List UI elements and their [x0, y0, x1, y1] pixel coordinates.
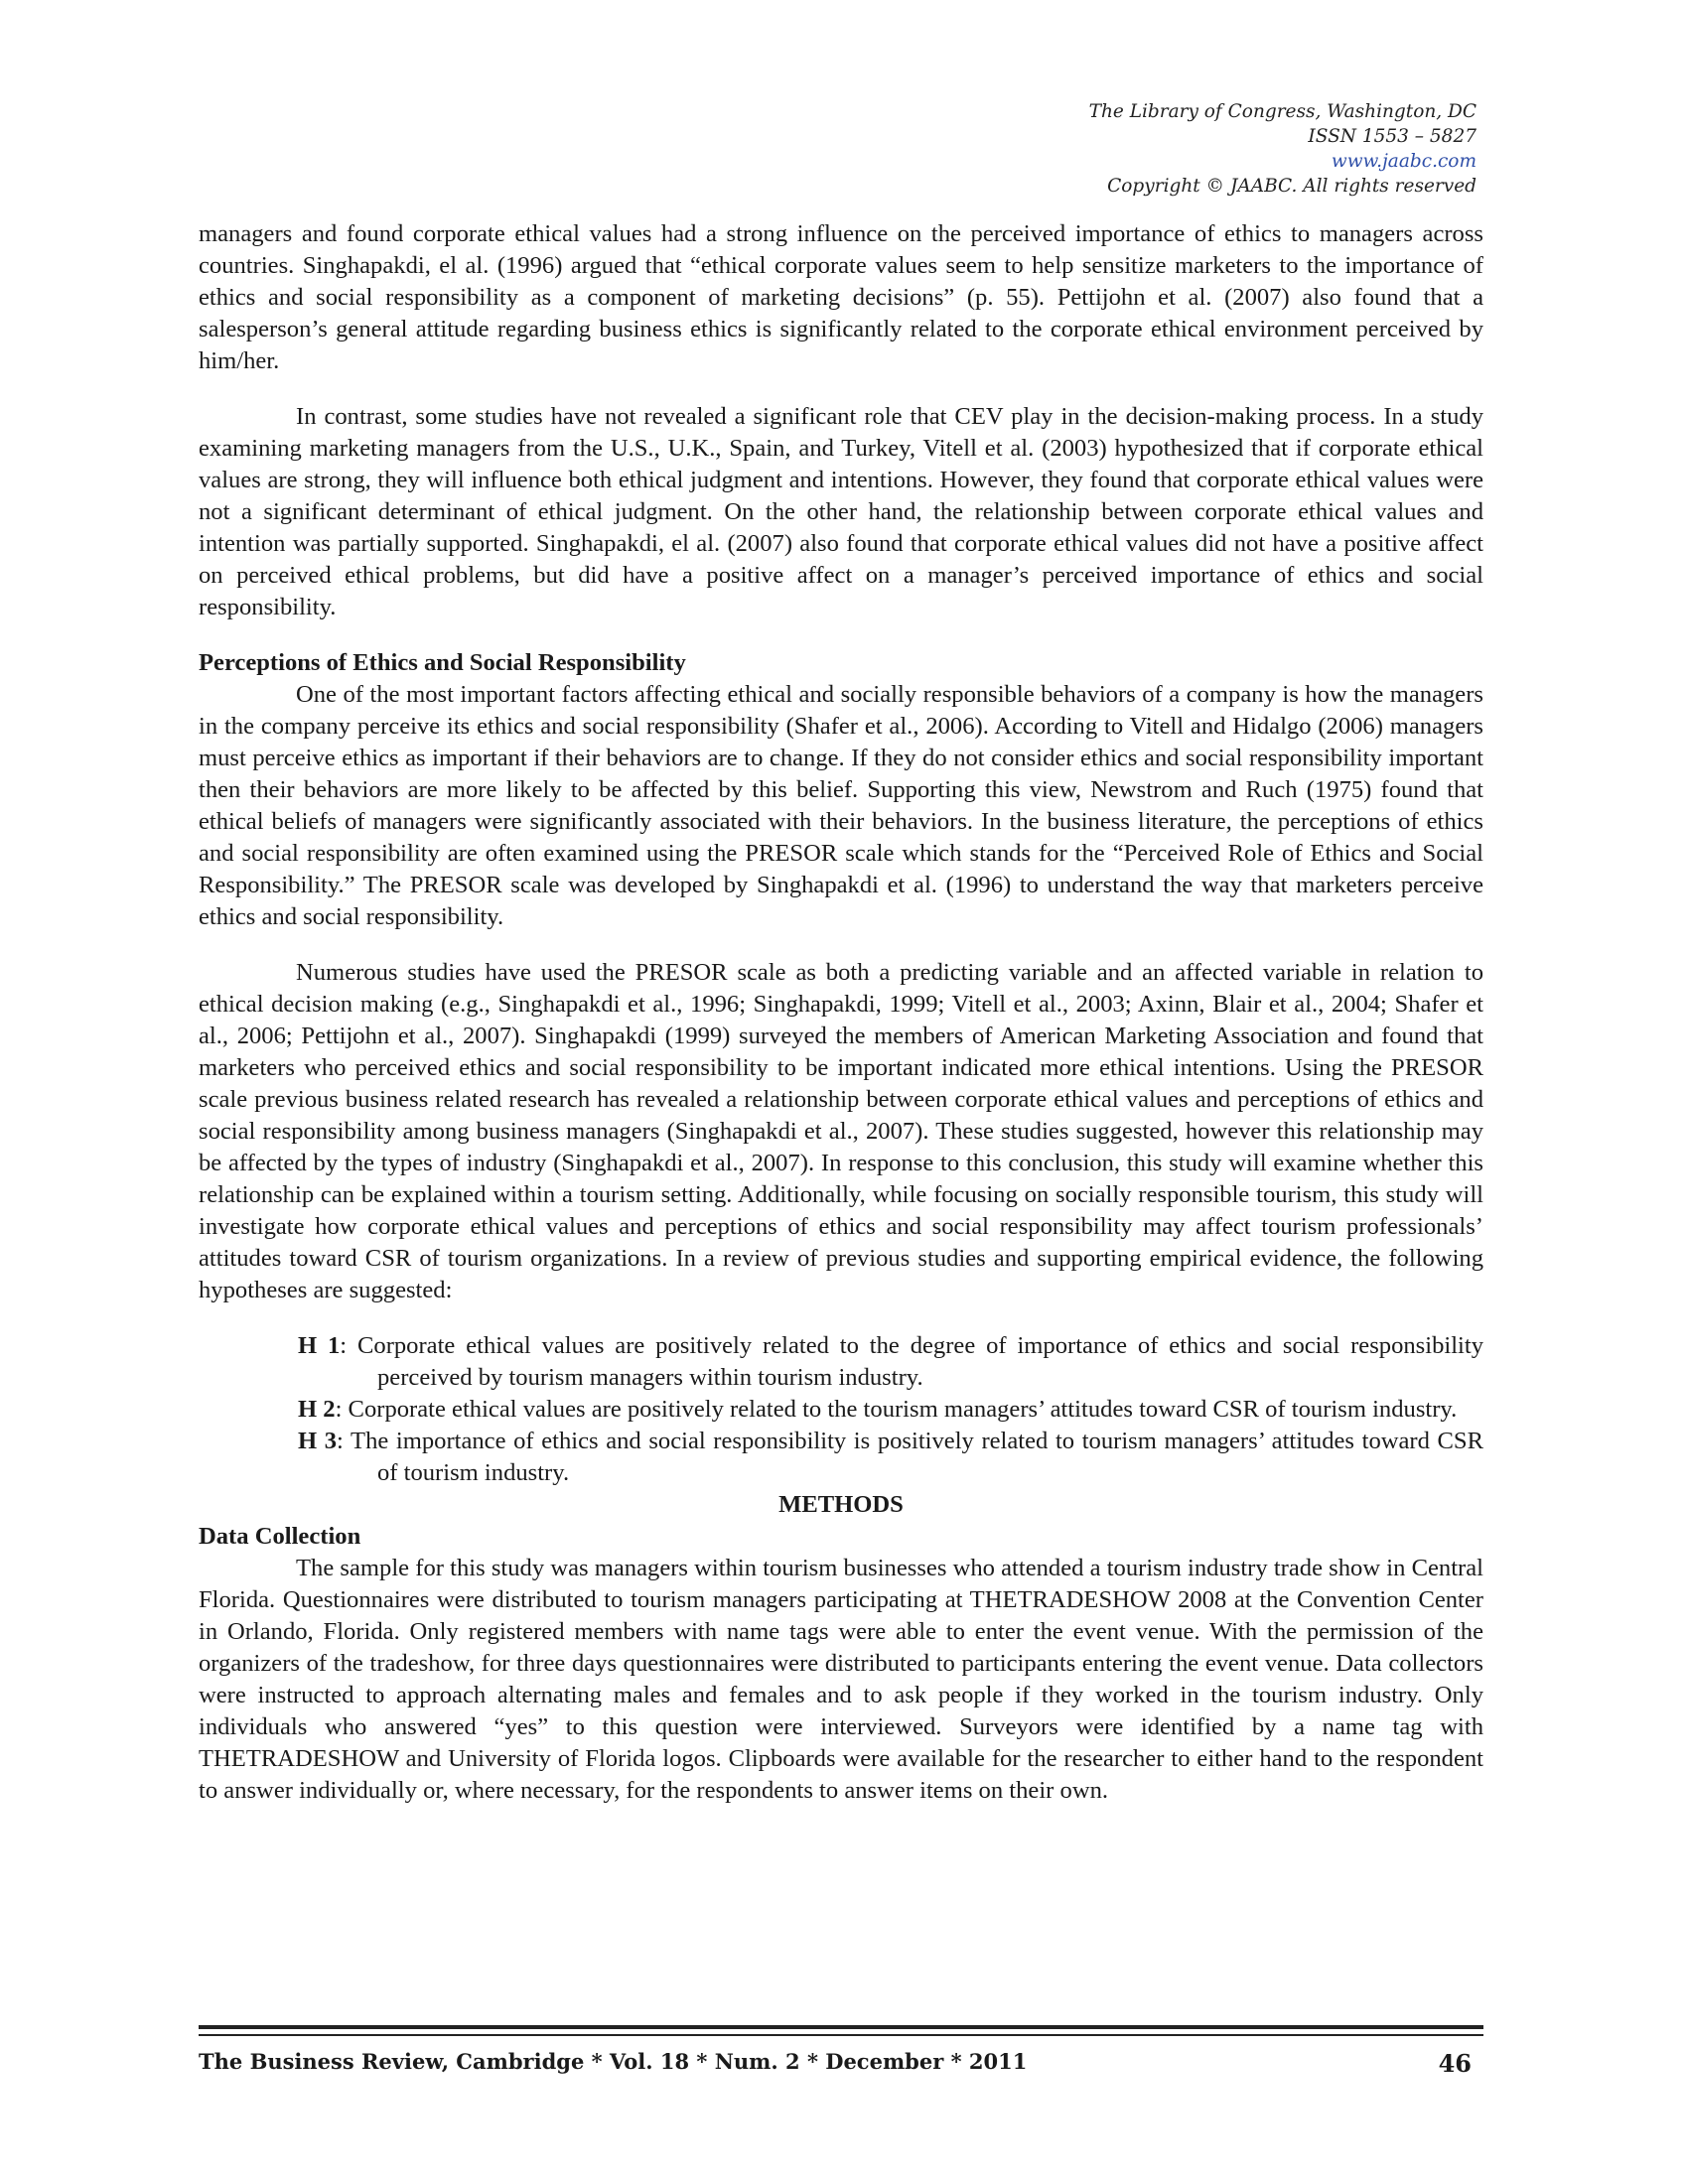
paragraph-1: managers and found corporate ethical values had a strong influence on the perceived importance of ethics to managers across countries. Singhapakdi, el al. (1996) argued that “ethical corporate values seem to help sensitize marketers to the importance of ethics and social responsibility as a component of marketing decisions” (p. 55). Pettijohn et al. (2007) also found that a salesperson’s general attitude regarding business ethics is significantly related to the corporate ethical environment perceived by him/her.: [199, 220, 1483, 374]
header-copyright: Copyright © JAABC. All rights reserved: [1107, 176, 1477, 197]
paragraph-4: Numerous studies have used the PRESOR scale as both a predicting variable and an affected variable in relation to ethical decision making (e.g., Singhapakdi et al., 1996; Singhapakdi, 1999; Vitell et al., 2003; Axinn, Blair et al., 2004; Shafer et al., 2006; Pettijohn et al., 2007). Singhapakdi (1999) surveyed the members of American Marketing Association and found that marketers who perceived ethics and social responsibility to be important indicated more ethical intentions. Using the PRESOR scale previous business related research has revealed a relationship between corporate ethical values and perceptions of ethics and social responsibility among business managers (Singhapakdi et al., 2007). These studies suggested, however this relationship may be affected by the types of industry (Singhapakdi et al., 2007). In response to this conclusion, this study will examine whether this relationship can be explained within a tourism setting. Additionally, while focusing on socially responsible tourism, this study will investigate how corporate ethical values and perceptions of ethics and social responsibility may affect tourism professionals’ attitudes toward CSR of tourism organizations. In a review of previous studies and supporting empirical evidence, the following hypotheses are suggested:: [199, 959, 1483, 1303]
section-heading-data-collection: Data Collection: [199, 1523, 361, 1550]
paragraph-3: One of the most important factors affecting ethical and socially responsible behaviors of a company is how the managers in the company perceive its ethics and social responsibility (Shafer et al., 2006). According to Vitell and Hidalgo (2006) managers must perceive ethics as important if their behaviors are to change. If they do not consider ethics and social responsibility important then their behaviors are more likely to be affected by this belief. Supporting this view, Newstrom and Ruch (1975) found that ethical beliefs of managers were significantly associated with their behaviors. In the business literature, the perceptions of ethics and social responsibility are often examined using the PRESOR scale which stands for the “Perceived Role of Ethics and Social Responsibility.” The PRESOR scale was developed by Singhapakdi et al. (1996) to understand the way that marketers perceive ethics and social responsibility.: [199, 681, 1483, 930]
hypothesis-1-label: H 1: [298, 1332, 341, 1359]
hypothesis-2-label: H 2: [298, 1396, 336, 1423]
hypothesis-2-text: : Corporate ethical values are positively related to the tourism managers’ attitudes toward CSR of tourism industry.: [335, 1396, 1458, 1423]
hypothesis-2: [298, 1394, 1483, 1426]
header-library: The Library of Congress, Washington, DC: [1088, 101, 1477, 122]
paragraph-5: The sample for this study was managers within tourism businesses who attended a tourism industry trade show in Central Florida. Questionnaires were distributed to tourism managers participating at THETRADESHOW 2008 at the Convention Center in Orlando, Florida. Only registered members with name tags were able to enter the event venue. With the permission of the organizers of the tradeshow, for three days questionnaires were distributed to participants entering the event venue. Data collectors were instructed to approach alternating males and females and to ask people if they worked in the tourism industry. Only individuals who answered “yes” to this question were interviewed. Surveyors were identified by a name tag with THETRADESHOW and University of Florida logos. Clipboards were available for the researcher to either hand to the respondent to answer individually or, where necessary, for the respondents to answer items on their own.: [199, 1555, 1483, 1804]
journal-footer: [199, 2049, 1483, 2078]
hypothesis-1-text: : Corporate ethical values are positively related to the degree of importance of ethics and social responsibility perceived by tourism managers within tourism industry.: [340, 1332, 1483, 1391]
paragraph-2: In contrast, some studies have not revealed a significant role that CEV play in the decision-making process. In a study examining marketing managers from the U.S., U.K., Spain, and Turkey, Vitell et al. (2003) hypothesized that if corporate ethical values are strong, they will influence both ethical judgment and intentions. However, they found that corporate ethical values were not a significant determinant of ethical judgment. On the other hand, the relationship between corporate ethical values and intention was partially supported. Singhapakdi, el al. (2007) also found that corporate ethical values did not have a positive affect on perceived ethical problems, but did have a positive affect on a manager’s perceived importance of ethics and social responsibility.: [199, 403, 1483, 620]
header-issn: ISSN 1553 – 5827: [1308, 126, 1477, 147]
section-heading-perceptions: Perceptions of Ethics and Social Responsibility: [199, 649, 686, 676]
hypothesis-3-text: : The importance of ethics and social responsibility is positively related to tourism managers’ attitudes toward CSR of tourism industry.: [337, 1428, 1483, 1486]
hypothesis-3-label: H 3: [298, 1428, 338, 1454]
footer-rule-thick: [199, 2025, 1483, 2029]
hypothesis-3: [298, 1426, 1483, 1489]
header-website-link[interactable]: www.jaabc.com: [1331, 151, 1477, 172]
hypothesis-1: [298, 1330, 1483, 1394]
journal-header: [1089, 99, 1477, 199]
footer-journal-info: The Business Review, Cambridge * Vol. 18 * Num. 2 * December * 2011: [199, 2049, 1028, 2074]
section-title-methods: METHODS: [778, 1491, 904, 1518]
article-body: [199, 218, 1483, 1807]
page-number: 46: [1438, 2049, 1472, 2078]
footer-rule-thin: [199, 2034, 1483, 2036]
